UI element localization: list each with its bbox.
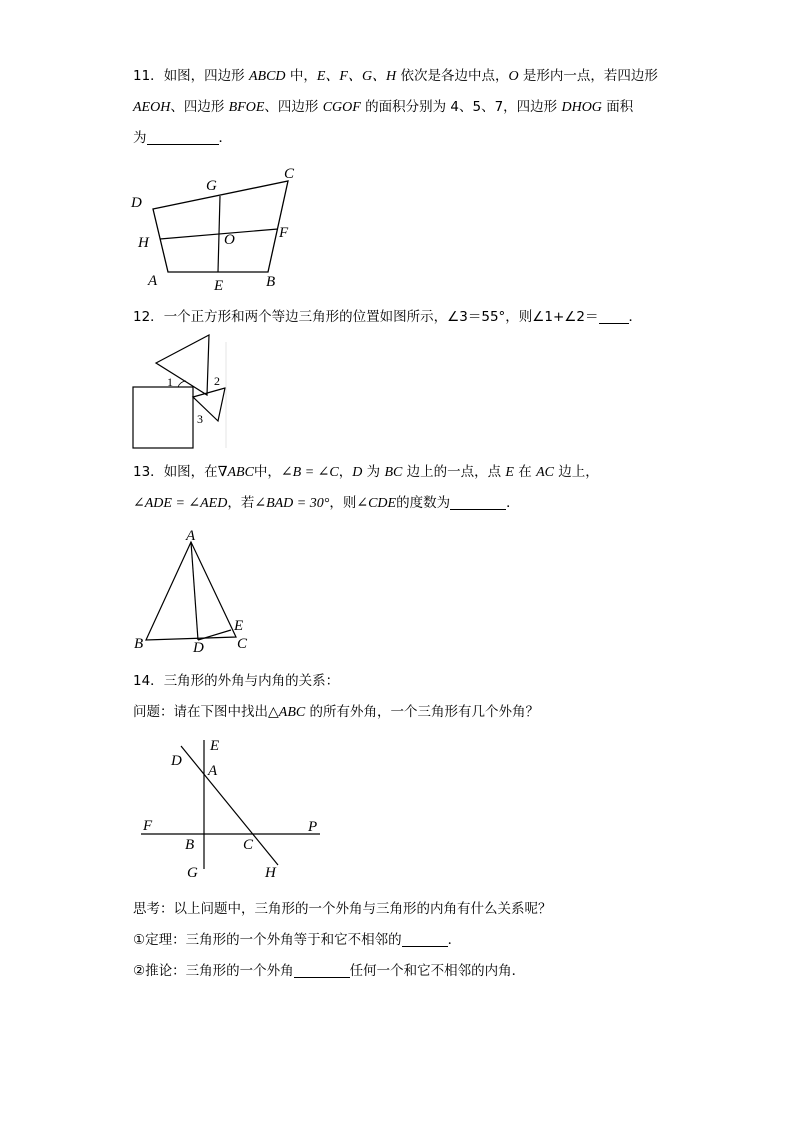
q11-line1: 11．如图，四边形 ABCD 中，E、F、G、H 依次是各边中点，O 是形内一点，若四边形 <box>133 68 658 84</box>
q14-title: 14．三角形的外角与内角的关系： <box>133 673 340 689</box>
question-number: 14． <box>133 673 164 689</box>
label-O: O <box>224 232 235 248</box>
label-E: E <box>210 738 220 754</box>
label-C: C <box>243 837 254 853</box>
q11-line3: 为 ． <box>133 130 232 146</box>
label-D: D <box>131 195 142 211</box>
label-angle-1: 1 <box>167 375 173 389</box>
label-B: B <box>266 274 276 290</box>
label-F: F <box>143 818 153 834</box>
question-number: 13． <box>133 464 164 480</box>
q12-line1: 12．一个正方形和两个等边三角形的位置如图所示，∠3＝55°，则∠1+∠2＝ ． <box>133 309 643 325</box>
q14-think: 思考：以上问题中，三角形的一个外角与三角形的内角有什么关系呢？ <box>133 901 552 917</box>
question-number: 11． <box>133 68 164 84</box>
label-P: P <box>308 819 318 835</box>
q13-line1: 13．如图，在∇ABC中，∠B = ∠C，D 为 BC 边上的一点，点 E 在 AC 边上， <box>133 464 599 480</box>
label-B: B <box>185 837 195 853</box>
label-D: D <box>193 640 204 656</box>
label-F: F <box>279 225 289 241</box>
q14-item1: ①定理：三角形的一个外角等于和它不相邻的 ． <box>133 932 462 948</box>
question-number: 12． <box>133 309 164 325</box>
q13-line2: ∠ADE = ∠AED，若∠BAD = 30°，则∠CDE的度数为 ． <box>133 495 520 511</box>
label-C: C <box>237 636 248 652</box>
label-A: A <box>148 273 158 289</box>
label-E: E <box>234 618 244 634</box>
answer-blank <box>402 932 448 947</box>
label-A: A <box>208 763 218 779</box>
label-B: B <box>134 636 144 652</box>
q14-item2: ②推论：三角形的一个外角 任何一个和它不相邻的内角． <box>133 963 526 979</box>
label-H: H <box>265 865 276 881</box>
q11-line2: AEOH、四边形 BFOE、四边形 CGOF 的面积分别为 4、5、7，四边形 DHOG 面积 <box>133 99 634 115</box>
label-D: D <box>171 753 182 769</box>
label-angle-3: 3 <box>197 412 203 426</box>
label-angle-2: 2 <box>214 374 220 388</box>
q14-question: 问题：请在下图中找出△ABC 的所有外角，一个三角形有几个外角？ <box>133 704 540 720</box>
label-G: G <box>206 178 217 194</box>
label-A: A <box>186 528 196 544</box>
answer-blank <box>294 963 350 978</box>
label-C: C <box>284 166 295 182</box>
label-E: E <box>214 278 224 294</box>
label-G: G <box>187 865 198 881</box>
label-H: H <box>138 235 149 251</box>
